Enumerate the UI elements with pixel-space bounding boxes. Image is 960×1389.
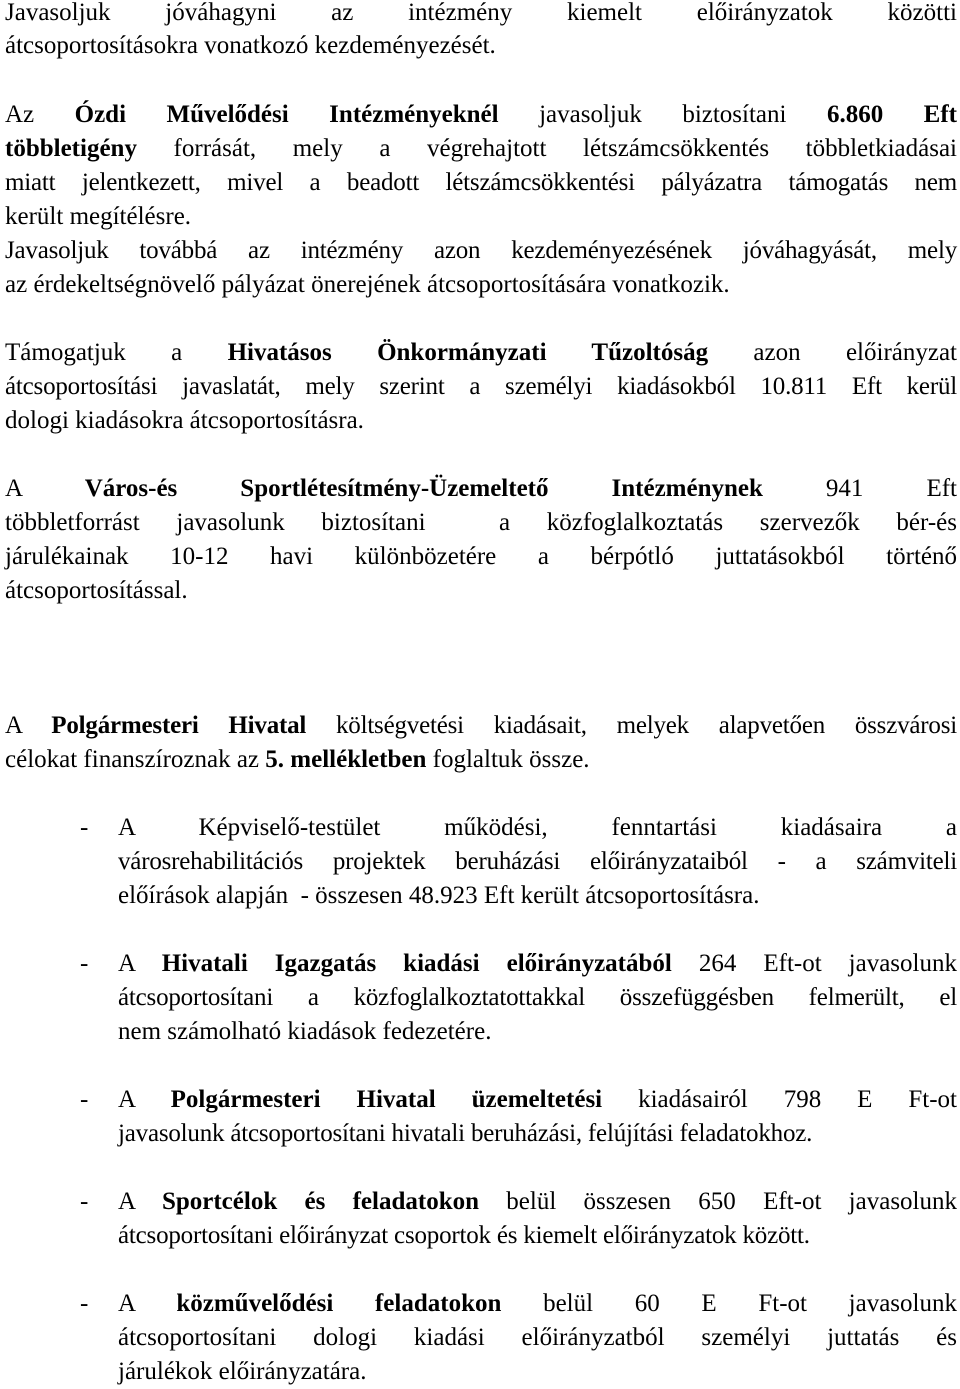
bold-text: 5. mellékletben bbox=[265, 746, 427, 773]
list-item-line bbox=[118, 1083, 957, 1117]
text-line bbox=[5, 743, 590, 777]
text-segment: átcsoportosításokra vonatkozó kezdeményezését. bbox=[5, 32, 496, 59]
text-line bbox=[5, 29, 496, 63]
text-line bbox=[5, 98, 957, 132]
text-line bbox=[5, 472, 957, 506]
text-segment: Javasoljuk jóváhagyni az intézmény kiemelt előirányzatok közötti bbox=[5, 0, 957, 26]
text-segment: nem számolható kiadások fedezetére. bbox=[118, 1018, 492, 1045]
text-segment: azon előirányzat bbox=[708, 339, 958, 366]
list-dash: - bbox=[80, 1086, 89, 1113]
text-segment: miatt jelentkezett, mivel a beadott létszámcsökkentési pályázatra támogatás nem bbox=[5, 169, 957, 196]
bold-text: közművelődési feladatokon bbox=[176, 1290, 502, 1317]
text-segment: A bbox=[118, 1188, 162, 1215]
list-item-line bbox=[118, 1117, 812, 1151]
text-line bbox=[5, 540, 957, 574]
text-segment: átcsoportosítani a közfoglalkoztatottakkal összefüggésben felmerült, el bbox=[118, 984, 957, 1011]
text-line bbox=[5, 709, 957, 743]
list-dash: - bbox=[80, 950, 89, 977]
text-segment: Javasoljuk továbbá az intézmény azon kezdeményezésének jóváhagyását, mely bbox=[5, 237, 957, 264]
text-segment: A bbox=[118, 1290, 177, 1317]
list-item-line bbox=[118, 947, 957, 981]
text-segment: belül összesen 650 Eft-ot javasolunk bbox=[479, 1188, 957, 1215]
text-segment: célokat finanszíroznak az bbox=[5, 746, 266, 773]
bold-text: Sportcélok és feladatokon bbox=[161, 1188, 480, 1215]
text-segment: többletforrást javasolunk biztosítani a közfoglalkoztatás szervezők bér-és bbox=[5, 509, 957, 536]
text-line bbox=[5, 200, 191, 234]
text-segment: járulékok előirányzatára. bbox=[118, 1358, 367, 1385]
list-dash: - bbox=[80, 1188, 89, 1215]
list-item-line bbox=[118, 845, 957, 879]
bold-text: Város-és Sportlétesítmény-Üzemeltető Intézménynek bbox=[84, 475, 763, 502]
bold-text: Hivatásos Önkormányzati Tűzoltóság bbox=[227, 339, 709, 366]
text-segment: átcsoportosítási javaslatát, mely szerint a személyi kiadásokból 10.811 Eft kerül bbox=[5, 373, 957, 400]
list-item-line bbox=[118, 811, 957, 845]
text-segment: A bbox=[5, 475, 85, 502]
text-segment: átcsoportosítani előirányzat csoportok és kiemelt előirányzatok között. bbox=[118, 1222, 810, 1249]
list-dash: - bbox=[80, 814, 89, 841]
list-item-line bbox=[118, 1321, 957, 1355]
bold-text: Ózdi Művelődési Intézményeknél bbox=[74, 101, 499, 128]
text-segment: javasolunk átcsoportosítani hivatali beruházási, felújítási feladatokhoz. bbox=[118, 1120, 813, 1147]
list-dash: - bbox=[80, 1290, 89, 1317]
text-segment: átcsoportosítással. bbox=[5, 577, 188, 604]
bold-text: Polgármesteri Hivatal üzemeltetési bbox=[170, 1086, 603, 1113]
text-line bbox=[5, 268, 730, 302]
list-item-line bbox=[118, 1355, 366, 1389]
text-segment: 941 Eft bbox=[762, 475, 957, 502]
text-segment: A bbox=[118, 950, 162, 977]
text-segment: forrását, mely a végrehajtott létszámcsökkentés többletkiadásai bbox=[136, 135, 957, 162]
text-segment: kiadásairól 798 E Ft-ot bbox=[602, 1086, 958, 1113]
text-segment: járulékainak 10-12 havi különbözetére a bérpótló juttatásokból történő bbox=[5, 543, 957, 570]
text-segment: javasoljuk biztosítani bbox=[498, 101, 827, 128]
text-segment: A bbox=[5, 712, 52, 739]
bold-text: többletigény bbox=[5, 135, 137, 162]
list-item-line bbox=[118, 981, 957, 1015]
list-item-line bbox=[118, 1287, 957, 1321]
text-line bbox=[5, 506, 957, 540]
text-line bbox=[5, 166, 957, 200]
text-segment: az érdekeltségnövelő pályázat önerejének átcsoportosítására vonatkozik. bbox=[5, 271, 730, 298]
text-line bbox=[5, 370, 957, 404]
text-line bbox=[5, 0, 957, 30]
text-line bbox=[5, 234, 957, 268]
text-segment: foglaltuk össze. bbox=[426, 746, 590, 773]
text-segment: költségvetési kiadásait, melyek alapvetően összvárosi bbox=[306, 712, 957, 739]
text-line bbox=[5, 336, 957, 370]
text-segment: Az bbox=[5, 101, 75, 128]
list-item-line bbox=[118, 1015, 491, 1049]
text-segment: A bbox=[118, 1086, 171, 1113]
bold-text: 6.860 Eft bbox=[826, 101, 958, 128]
text-segment: előírások alapján - összesen 48.923 Eft került átcsoportosításra. bbox=[118, 882, 760, 909]
list-item-line bbox=[118, 1185, 957, 1219]
list-item-line bbox=[118, 879, 759, 913]
text-segment: 264 Eft-ot javasolunk bbox=[671, 950, 957, 977]
text-segment: átcsoportosítani dologi kiadási előirányzatból személyi juttatás és bbox=[118, 1324, 957, 1351]
text-segment: belül 60 E Ft-ot javasolunk bbox=[501, 1290, 957, 1317]
text-segment: A Képviselő-testület működési, fenntartási kiadásaira a bbox=[118, 814, 957, 841]
text-segment: városrehabilitációs projektek beruházási előirányzataiból - a számviteli bbox=[118, 848, 957, 875]
text-segment: került megítélésre. bbox=[5, 203, 192, 230]
text-line bbox=[5, 404, 364, 438]
text-segment: dologi kiadásokra átcsoportosításra. bbox=[5, 407, 364, 434]
bold-text: Hivatali Igazgatás kiadási előirányzatából bbox=[161, 950, 672, 977]
list-item-line bbox=[118, 1219, 810, 1253]
bold-text: Polgármesteri Hivatal bbox=[51, 712, 307, 739]
text-segment: Támogatjuk a bbox=[5, 339, 228, 366]
text-line bbox=[5, 574, 188, 608]
text-line bbox=[5, 132, 957, 166]
